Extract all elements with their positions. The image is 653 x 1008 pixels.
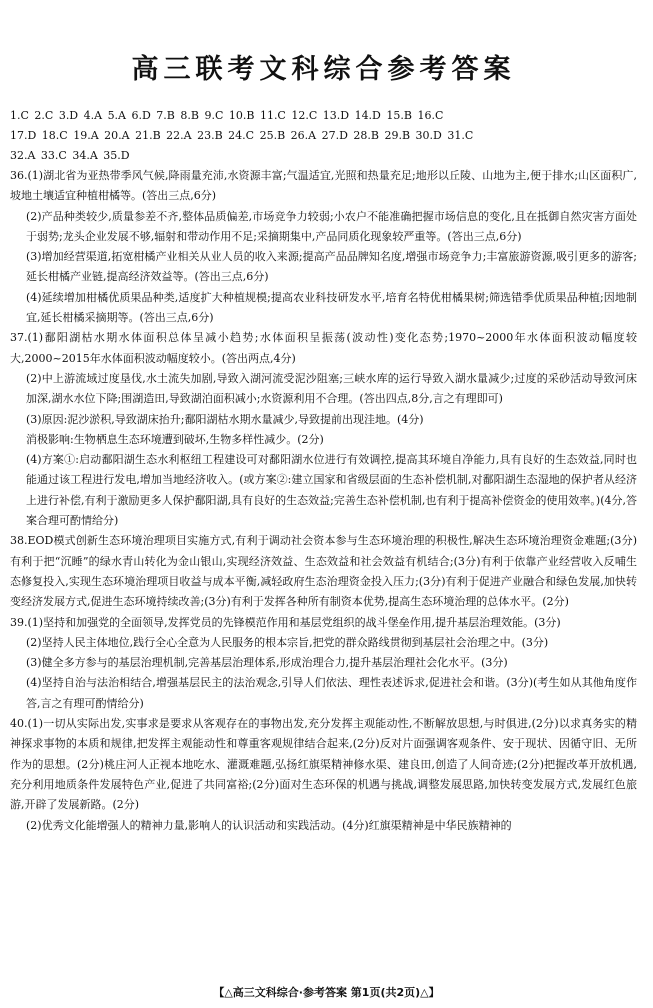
answer-paragraph: 36.(1)湖北省为亚热带季风气候,降雨量充沛,水资源丰富;气温适宜,光照和热量充足;地形以丘陵、山地为主,便于排水;山区面积广,坡地土壤适宜种植柑橘等。(答出三点,6分) (10, 169, 637, 203)
answer-paragraph: (4)方案①:启动鄱阳湖生态水利枢纽工程建设可对鄱阳湖水位进行有效调控,提高其环境自净能力,具有良好的生态效益,同时也能通过该工程进行发电,增加当地经济收入。(或方案②:建立国家和省级层面的生态补偿机制,对鄱阳湖生态湿地的保护者从经济上进行补偿,有利于激励更多人保护鄱阳湖,具有良好的生态效益;完善生态补偿机制,也有利于提高补偿资金的使用效率。)(4分,答案合理可酌情给分) (26, 453, 637, 528)
answer-paragraph: 40.(1)一切从实际出发,实事求是要求从客观存在的事物出发,充分发挥主观能动性,不断解放思想,与时俱进,(2分)以求真务实的精神探求事物的本质和规律,把发挥主观能动性和尊重客观规律结合起来,(2分)反对片面强调客观条件、安于现状、因循守旧、无所作为的思想。(2分)桃庄河人正视本地吃水、灌溉难题,弘扬红旗渠精神修水渠、建良田,创造了人间奇迹;(2分)把握改革开放机遇,充分利用地质条件发展特色产业,促进了共同富裕;(2分)面对生态环保的机遇与挑战,调整发展思路,加快转变发展方式,发展红色旅游,开辟了发展新路。(2分) (10, 717, 637, 812)
answer-paragraph: 消极影响:生物栖息生态环境遭到破坏,生物多样性减少。(2分) (26, 432, 324, 446)
answer-paragraph: (2)产品种类较少,质量参差不齐,整体品质偏差,市场竞争力较弱;小农户不能准确把握市场信息的变化,且在抵御自然灾害方面处于弱势;龙头企业发展不够,辐射和带动作用不足;采摘期集中,产品同质化现象较严重等。(答出三点,6分) (26, 209, 637, 243)
question-37 (10, 328, 637, 531)
question-40 (10, 714, 637, 836)
answer-paragraph: 37.(1)鄱阳湖枯水期水体面积总体呈减小趋势;水体面积呈振荡(波动性)变化态势;1970~2000年水体面积波动幅度较大,2000~2015年水体面积波动幅度较小。(答出两点,4分) (10, 331, 637, 365)
answer-row: 1.C 2.C 3.D 4.A 5.A 6.D 7.B 8.B 9.C 10.B 11.C 12.C 13.D 14.D 15.B 16.C (10, 109, 444, 122)
answer-paragraph: (2)中上游流域过度垦伐,水土流失加剧,导致入湖河流受泥沙阻塞;三峡水库的运行导致入湖水量减少;过度的采砂活动导致河床加深,湖水水位下降;围湖造田,导致湖泊面积减小;水资源利用不合理。(答出四点,8分,言之有理即可) (26, 371, 637, 406)
answer-row: 32.A 33.C 34.A 35.D (10, 149, 130, 162)
answer-paragraph: (2)优秀文化能增强人的精神力量,影响人的认识活动和实践活动。(4分)红旗渠精神是中华民族精神的 (26, 818, 512, 832)
answer-paragraph: (3)增加经营渠道,拓宽柑橘产业相关从业人员的收入来源;提高产品品牌知名度,增强市场竞争力;丰富旅游资源,吸引更多的游客;延长柑橘产业链,提高经济效益等。(答出三点,6分) (26, 250, 637, 284)
answer-paragraph: 38.EOD模式创新生态环境治理项目实施方式,有利于调动社会资本参与生态环境治理的积极性,解决生态环境治理资金难题;(3分)有利于把“沉睡”的绿水青山转化为金山银山,实现经济效益、生态效益和社会效益有机结合;(3分)有利于依靠产业经营收入反哺生态修复投入,实现生态环境治理项目收益与成本平衡,减轻政府生态治理资金投入压力;(3分)有利于促进产业融合和绿色发展,加快转变经济发展方式,促进生态环境持续改善;(3分)有利于发挥各种所有制资本优势,提高生态环境治理的总体水平。(2分) (10, 534, 637, 609)
question-38 (10, 531, 637, 612)
answer-paragraph: 39.(1)坚持和加强党的全面领导,发挥党员的先锋模范作用和基层党组织的战斗堡垒作用,提升基层治理效能。(3分) (10, 615, 561, 629)
answer-row: 17.D 18.C 19.A 20.A 21.B 22.A 23.B 24.C 25.B 26.A 27.D 28.B 29.B 30.D 31.C (10, 129, 474, 142)
choice-answers (10, 106, 637, 166)
answer-paragraph: (4)延续增加柑橘优质果品种类,适度扩大种植规模;提高农业科技研发水平,培育名特优柑橘果树;筛选错季优质果品种植;因地制宜,延长柑橘采摘期等。(答出三点,6分) (26, 290, 637, 325)
question-39 (10, 613, 637, 714)
page-footer: 【△高三文科综合·参考答案 第1页(共2页)△】 (213, 986, 440, 999)
question-36 (10, 166, 637, 328)
page-title: 高三联考文科综合参考答案 (131, 54, 516, 85)
answer-paragraph: (3)健全多方参与的基层治理机制,完善基层治理体系,形成治理合力,提升基层治理社会化水平。(3分) (26, 656, 508, 670)
answer-paragraph: (2)坚持人民主体地位,践行全心全意为人民服务的根本宗旨,把党的群众路线贯彻到基层社会治理之中。(3分) (26, 635, 549, 649)
answer-paragraph: (3)原因:泥沙淤积,导致湖床抬升;鄱阳湖枯水期水量减少,导致提前出现洼地。(4分) (26, 412, 424, 426)
answer-paragraph: (4)坚持自治与法治相结合,增强基层民主的法治观念,引导人们依法、理性表述诉求,促进社会和谐。(3分)(考生如从其他角度作答,言之有理可酌情给分) (26, 676, 637, 710)
